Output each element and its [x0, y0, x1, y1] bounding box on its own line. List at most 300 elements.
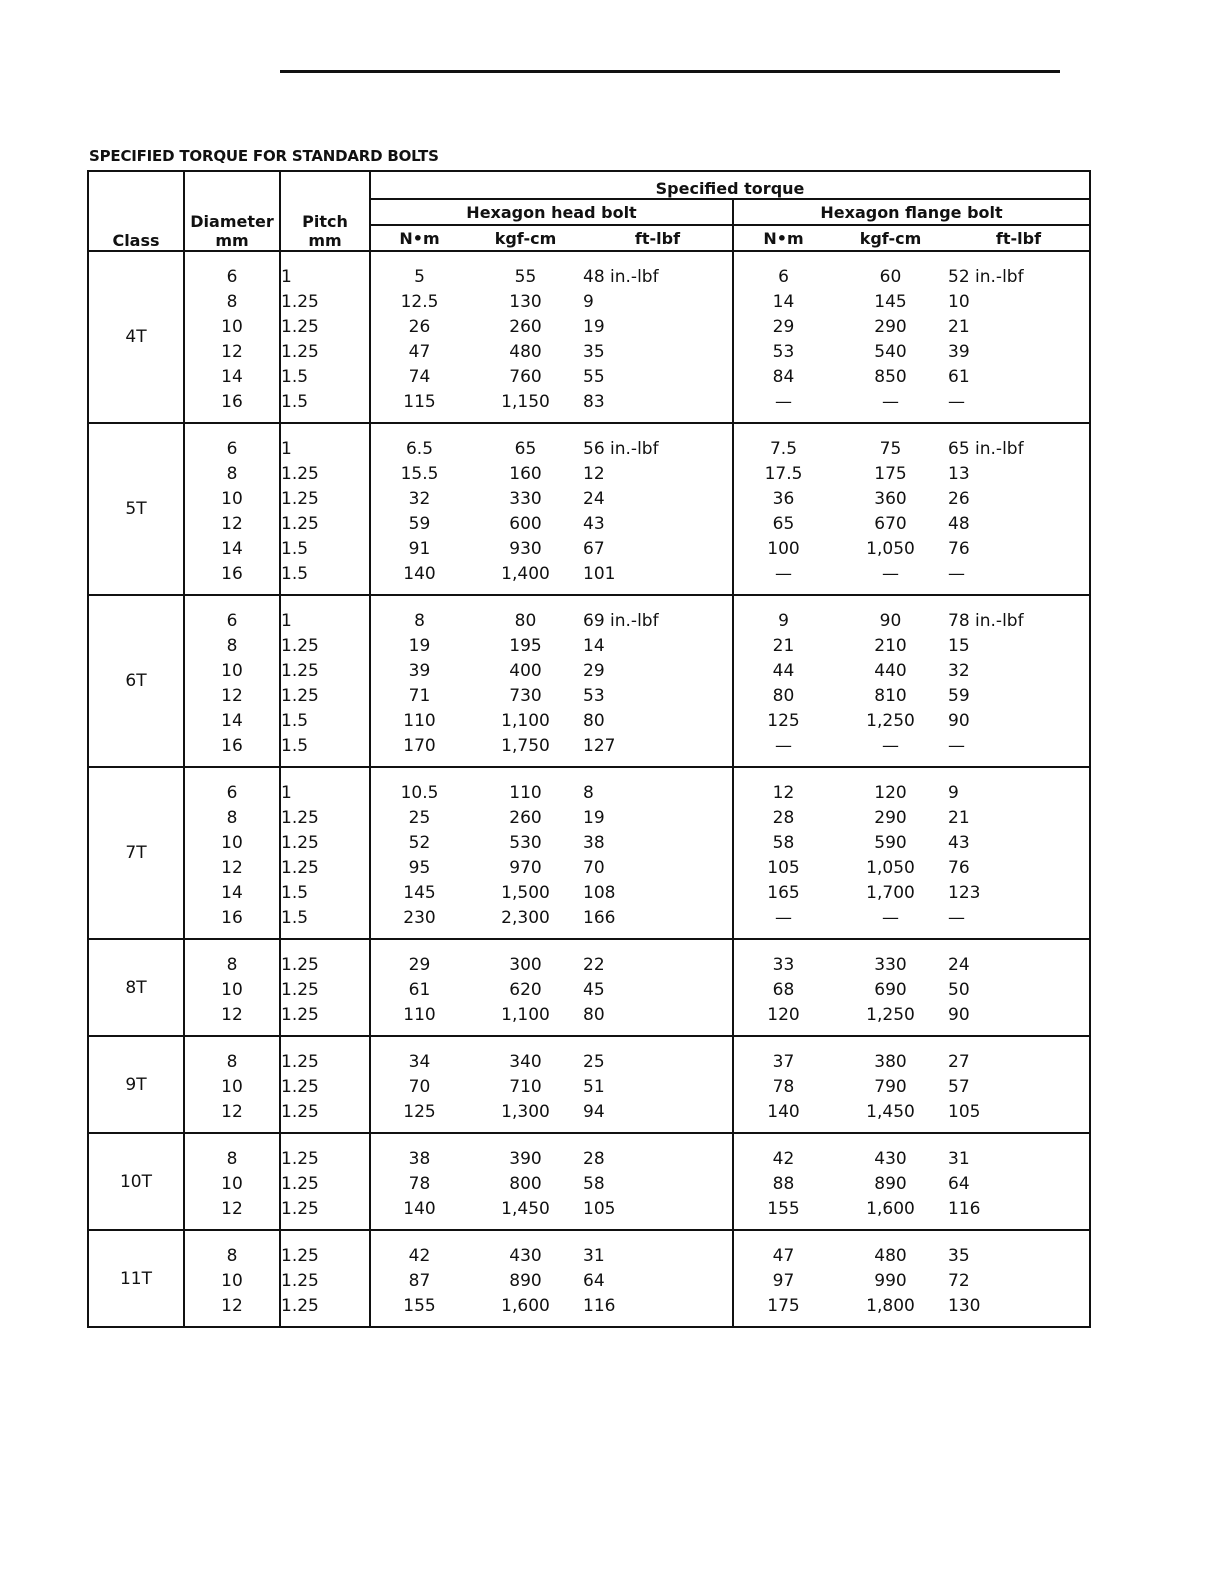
- table-row: [88, 461, 1090, 486]
- head-nm-cell: 19: [408, 635, 431, 656]
- head-kgfcm-cell: 710: [509, 1076, 542, 1097]
- flange-ftlbf-cell: 48: [948, 513, 970, 534]
- flange-kgfcm-cell: 790: [874, 1076, 907, 1097]
- head-ftlbf-cell: 31: [583, 1230, 733, 1268]
- head-ftlbf-cell: 108: [583, 880, 733, 905]
- flange-kgfcm-cell: 850: [874, 366, 907, 387]
- head-nm-cell: 15.5: [400, 463, 439, 484]
- flange-nm-cell: 6: [778, 266, 789, 287]
- flange-kgfcm-cell: 90: [879, 610, 902, 631]
- head-nm-cell: 115: [370, 389, 468, 423]
- head-ftlbf-cell: 53: [583, 683, 733, 708]
- flange-kgfcm-cell: 1,250: [833, 1002, 948, 1036]
- specified-torque-header: Specified torque: [370, 171, 1090, 199]
- flange-kgfcm-cell: 440: [874, 660, 907, 681]
- pitch-cell: 1.25: [280, 1268, 370, 1293]
- pitch-cell: 1.25: [280, 314, 370, 339]
- head-nm-cell: 29: [408, 954, 431, 975]
- diameter-cell: 10: [184, 486, 280, 511]
- table-row: [88, 1002, 1090, 1036]
- unit-header-ftlbf: ft-lbf: [948, 225, 1090, 251]
- head-nm-cell: 8: [414, 610, 425, 631]
- flange-kgfcm-cell: 1,450: [833, 1099, 948, 1133]
- head-nm-cell: 38: [408, 1148, 431, 1169]
- class-cell: 8T: [88, 939, 184, 1036]
- hex-head-header: Hexagon head bolt: [370, 199, 733, 225]
- head-ftlbf-cell: 12: [583, 461, 733, 486]
- flange-kgfcm-cell: 360: [874, 488, 907, 509]
- head-kgfcm-cell: 800: [509, 1173, 542, 1194]
- flange-nm-cell: 17.5: [764, 463, 803, 484]
- flange-ftlbf-cell: 78 in.-lbf: [948, 610, 1024, 631]
- pitch-cell: 1.5: [280, 733, 370, 767]
- flange-nm-cell: 12: [772, 782, 795, 803]
- head-ftlbf-cell: 9: [583, 289, 733, 314]
- flange-nm-cell: —: [733, 905, 833, 939]
- class-cell: 4T: [88, 251, 184, 423]
- flange-kgfcm-cell: —: [833, 733, 948, 767]
- diameter-cell: 8: [184, 633, 280, 658]
- head-nm-cell: 61: [408, 979, 431, 1000]
- table-row: [88, 486, 1090, 511]
- table-row: [88, 339, 1090, 364]
- diameter-cell: 10: [184, 1268, 280, 1293]
- hex-flange-header: Hexagon flange bolt: [733, 199, 1090, 225]
- head-ftlbf-cell: 19: [583, 805, 733, 830]
- flange-kgfcm-cell: 480: [874, 1245, 907, 1266]
- head-kgfcm-cell: 600: [509, 513, 542, 534]
- table-row: [88, 1268, 1090, 1293]
- pitch-cell: 1.5: [280, 364, 370, 389]
- diameter-cell: 10: [184, 977, 280, 1002]
- diameter-cell: 10: [184, 830, 280, 855]
- head-kgfcm-cell: 1,500: [501, 882, 550, 903]
- flange-ftlbf-cell: 10: [948, 291, 970, 312]
- flange-kgfcm-cell: —: [833, 905, 948, 939]
- flange-kgfcm-cell: 590: [874, 832, 907, 853]
- head-ftlbf-cell: 35: [583, 339, 733, 364]
- head-nm-cell: 70: [408, 1076, 431, 1097]
- class-cell: 7T: [88, 767, 184, 939]
- head-nm-cell: 91: [408, 538, 431, 559]
- diameter-cell: 12: [184, 1099, 280, 1133]
- flange-kgfcm-cell: 1,700: [866, 882, 915, 903]
- head-kgfcm-cell: 260: [509, 316, 542, 337]
- pitch-cell: 1.25: [280, 977, 370, 1002]
- flange-nm-cell: 33: [772, 954, 795, 975]
- pitch-cell: 1.25: [280, 633, 370, 658]
- class-cell: 5T: [88, 423, 184, 595]
- pitch-cell: 1.25: [280, 339, 370, 364]
- pitch-cell: 1.25: [280, 830, 370, 855]
- head-nm-cell: 47: [408, 341, 431, 362]
- flange-nm-cell: 7.5: [769, 438, 798, 459]
- head-ftlbf-cell: 69 in.-lbf: [583, 595, 733, 633]
- diameter-cell: 8: [184, 1133, 280, 1171]
- table-row: [88, 905, 1090, 939]
- head-nm-cell: 110: [370, 1002, 468, 1036]
- head-kgfcm-cell: 65: [514, 438, 537, 459]
- head-kgfcm-cell: 260: [509, 807, 542, 828]
- diameter-cell: 14: [184, 536, 280, 561]
- head-kgfcm-cell: 1,100: [501, 710, 550, 731]
- flange-nm-cell: 14: [772, 291, 795, 312]
- flange-ftlbf-cell: 52 in.-lbf: [948, 266, 1024, 287]
- pitch-cell: 1: [280, 251, 370, 289]
- head-ftlbf-cell: 70: [583, 855, 733, 880]
- flange-nm-cell: 125: [767, 710, 800, 731]
- table-row: [88, 767, 1090, 805]
- head-ftlbf-cell: 101: [583, 561, 733, 595]
- flange-kgfcm-cell: 1,800: [833, 1293, 948, 1327]
- flange-ftlbf-cell: —: [948, 389, 1090, 423]
- flange-nm-cell: 58: [772, 832, 795, 853]
- head-kgfcm-cell: 340: [509, 1051, 542, 1072]
- flange-ftlbf-cell: 105: [948, 1099, 1090, 1133]
- diameter-cell: 16: [184, 905, 280, 939]
- flange-ftlbf-cell: 15: [948, 635, 970, 656]
- head-nm-cell: 26: [408, 316, 431, 337]
- head-ftlbf-cell: 28: [583, 1133, 733, 1171]
- table-row: [88, 423, 1090, 461]
- table-header: [88, 171, 1090, 251]
- table-row: [88, 939, 1090, 977]
- diameter-cell: 8: [184, 939, 280, 977]
- pitch-cell: 1.25: [280, 658, 370, 683]
- flange-nm-cell: 84: [772, 366, 795, 387]
- head-kgfcm-cell: 1,450: [468, 1196, 583, 1230]
- diameter-cell: 12: [184, 855, 280, 880]
- flange-nm-cell: 21: [772, 635, 795, 656]
- head-nm-cell: 59: [408, 513, 431, 534]
- head-nm-cell: 78: [408, 1173, 431, 1194]
- pitch-cell: 1: [280, 767, 370, 805]
- head-kgfcm-cell: 110: [509, 782, 542, 803]
- table-row: [88, 1171, 1090, 1196]
- head-kgfcm-cell: 390: [509, 1148, 542, 1169]
- flange-ftlbf-cell: 32: [948, 660, 970, 681]
- head-ftlbf-cell: 22: [583, 939, 733, 977]
- unit-header-kgfcm: kgf-cm: [468, 225, 583, 251]
- table-row: [88, 1293, 1090, 1327]
- head-ftlbf-cell: 83: [583, 389, 733, 423]
- table-row: [88, 855, 1090, 880]
- diameter-cell: 16: [184, 561, 280, 595]
- flange-ftlbf-cell: 116: [948, 1196, 1090, 1230]
- pitch-cell: 1.25: [280, 1230, 370, 1268]
- head-ftlbf-cell: 105: [583, 1196, 733, 1230]
- flange-nm-cell: 53: [772, 341, 795, 362]
- head-nm-cell: 32: [408, 488, 431, 509]
- diameter-cell: 14: [184, 880, 280, 905]
- flange-kgfcm-cell: 1,600: [833, 1196, 948, 1230]
- unit-header-nm: N•m: [370, 225, 468, 251]
- diameter-cell: 12: [184, 1196, 280, 1230]
- diameter-cell: 8: [184, 805, 280, 830]
- table-row: [88, 511, 1090, 536]
- table-row: [88, 389, 1090, 423]
- flange-nm-cell: 47: [772, 1245, 795, 1266]
- head-ftlbf-cell: 43: [583, 511, 733, 536]
- flange-nm-cell: 65: [772, 513, 795, 534]
- head-nm-cell: 6.5: [405, 438, 434, 459]
- flange-nm-cell: 42: [772, 1148, 795, 1169]
- head-nm-cell: 71: [408, 685, 431, 706]
- head-ftlbf-cell: 94: [583, 1099, 733, 1133]
- flange-kgfcm-cell: —: [833, 561, 948, 595]
- table-row: [88, 683, 1090, 708]
- flange-ftlbf-cell: 90: [948, 1002, 1090, 1036]
- class-cell: 6T: [88, 595, 184, 767]
- pitch-cell: 1.25: [280, 805, 370, 830]
- table-row: [88, 1133, 1090, 1171]
- table-row: [88, 364, 1090, 389]
- flange-kgfcm-cell: 120: [874, 782, 907, 803]
- diameter-cell: 6: [184, 251, 280, 289]
- pitch-cell: 1.25: [280, 289, 370, 314]
- unit-header-nm: N•m: [733, 225, 833, 251]
- pitch-header: Pitch mm: [280, 171, 370, 251]
- head-kgfcm-cell: 930: [509, 538, 542, 559]
- flange-nm-cell: 37: [772, 1051, 795, 1072]
- head-nm-cell: 52: [408, 832, 431, 853]
- flange-kgfcm-cell: 1,250: [866, 710, 915, 731]
- flange-ftlbf-cell: 59: [948, 685, 970, 706]
- head-ftlbf-cell: 8: [583, 767, 733, 805]
- head-nm-cell: 42: [408, 1245, 431, 1266]
- flange-nm-cell: —: [733, 389, 833, 423]
- flange-kgfcm-cell: 175: [874, 463, 907, 484]
- head-ftlbf-cell: 14: [583, 633, 733, 658]
- head-nm-cell: 170: [370, 733, 468, 767]
- head-kgfcm-cell: 730: [509, 685, 542, 706]
- head-kgfcm-cell: 1,400: [468, 561, 583, 595]
- head-kgfcm-cell: 760: [509, 366, 542, 387]
- table-row: [88, 977, 1090, 1002]
- head-ftlbf-cell: 64: [583, 1268, 733, 1293]
- flange-kgfcm-cell: 145: [874, 291, 907, 312]
- pitch-cell: 1.25: [280, 1133, 370, 1171]
- flange-nm-cell: 44: [772, 660, 795, 681]
- table-row: [88, 314, 1090, 339]
- head-ftlbf-cell: 67: [583, 536, 733, 561]
- diameter-cell: 12: [184, 339, 280, 364]
- document-title: SPECIFIED TORQUE FOR STANDARD BOLTS: [89, 147, 439, 165]
- header-rule: [280, 70, 1060, 73]
- head-nm-cell: 34: [408, 1051, 431, 1072]
- head-kgfcm-cell: 1,750: [468, 733, 583, 767]
- head-nm-cell: 125: [370, 1099, 468, 1133]
- flange-ftlbf-cell: 65 in.-lbf: [948, 438, 1024, 459]
- pitch-cell: 1.25: [280, 1293, 370, 1327]
- pitch-cell: 1.25: [280, 1036, 370, 1074]
- flange-kgfcm-cell: 670: [874, 513, 907, 534]
- table-row: [88, 561, 1090, 595]
- flange-ftlbf-cell: 64: [948, 1173, 970, 1194]
- diameter-cell: 16: [184, 389, 280, 423]
- head-nm-cell: 39: [408, 660, 431, 681]
- head-ftlbf-cell: 55: [583, 364, 733, 389]
- flange-ftlbf-cell: 9: [948, 782, 959, 803]
- pitch-cell: 1.5: [280, 561, 370, 595]
- table-row: [88, 708, 1090, 733]
- flange-kgfcm-cell: 290: [874, 807, 907, 828]
- flange-nm-cell: 165: [767, 882, 800, 903]
- flange-kgfcm-cell: 540: [874, 341, 907, 362]
- diameter-cell: 12: [184, 1002, 280, 1036]
- pitch-cell: 1.25: [280, 683, 370, 708]
- flange-ftlbf-cell: 61: [948, 366, 970, 387]
- diameter-header: Diameter mm: [184, 171, 280, 251]
- flange-nm-cell: 78: [772, 1076, 795, 1097]
- head-ftlbf-cell: 116: [583, 1293, 733, 1327]
- head-ftlbf-cell: 51: [583, 1074, 733, 1099]
- flange-kgfcm-cell: 690: [874, 979, 907, 1000]
- head-nm-cell: 155: [370, 1293, 468, 1327]
- head-ftlbf-cell: 25: [583, 1036, 733, 1074]
- unit-header-kgfcm: kgf-cm: [833, 225, 948, 251]
- pitch-cell: 1.5: [280, 905, 370, 939]
- flange-nm-cell: 155: [733, 1196, 833, 1230]
- head-nm-cell: 110: [403, 710, 436, 731]
- flange-kgfcm-cell: 890: [874, 1173, 907, 1194]
- flange-ftlbf-cell: —: [948, 905, 1090, 939]
- unit-header-ftlbf: ft-lbf: [583, 225, 733, 251]
- flange-ftlbf-cell: 76: [948, 857, 970, 878]
- head-kgfcm-cell: 1,100: [468, 1002, 583, 1036]
- flange-nm-cell: 105: [767, 857, 800, 878]
- diameter-cell: 12: [184, 511, 280, 536]
- flange-ftlbf-cell: 27: [948, 1051, 970, 1072]
- flange-nm-cell: 80: [772, 685, 795, 706]
- flange-ftlbf-cell: 57: [948, 1076, 970, 1097]
- head-kgfcm-cell: 620: [509, 979, 542, 1000]
- pitch-cell: 1.5: [280, 536, 370, 561]
- flange-ftlbf-cell: 123: [948, 882, 981, 903]
- flange-ftlbf-cell: 39: [948, 341, 970, 362]
- diameter-cell: 10: [184, 1074, 280, 1099]
- head-ftlbf-cell: 24: [583, 486, 733, 511]
- table-row: [88, 1196, 1090, 1230]
- flange-nm-cell: 97: [772, 1270, 795, 1291]
- pitch-cell: 1: [280, 423, 370, 461]
- table-row: [88, 1036, 1090, 1074]
- head-nm-cell: 74: [408, 366, 431, 387]
- head-kgfcm-cell: 55: [514, 266, 537, 287]
- flange-ftlbf-cell: 31: [948, 1148, 970, 1169]
- flange-ftlbf-cell: —: [948, 561, 1090, 595]
- head-kgfcm-cell: 1,600: [468, 1293, 583, 1327]
- table-body: [88, 251, 1090, 1327]
- pitch-cell: 1.25: [280, 511, 370, 536]
- pitch-cell: 1.25: [280, 855, 370, 880]
- diameter-cell: 8: [184, 461, 280, 486]
- head-ftlbf-cell: 19: [583, 314, 733, 339]
- table-row: [88, 289, 1090, 314]
- head-nm-cell: 12.5: [400, 291, 439, 312]
- class-cell: 10T: [88, 1133, 184, 1230]
- flange-kgfcm-cell: 75: [879, 438, 902, 459]
- head-ftlbf-cell: 38: [583, 830, 733, 855]
- flange-kgfcm-cell: 380: [874, 1051, 907, 1072]
- table-row: [88, 880, 1090, 905]
- head-kgfcm-cell: 480: [509, 341, 542, 362]
- flange-nm-cell: 29: [772, 316, 795, 337]
- flange-kgfcm-cell: 210: [874, 635, 907, 656]
- head-ftlbf-cell: 80: [583, 708, 733, 733]
- head-nm-cell: 140: [370, 561, 468, 595]
- table-row: [88, 1099, 1090, 1133]
- head-nm-cell: 5: [414, 266, 425, 287]
- flange-ftlbf-cell: 21: [948, 316, 970, 337]
- flange-kgfcm-cell: 810: [874, 685, 907, 706]
- flange-kgfcm-cell: 430: [874, 1148, 907, 1169]
- diameter-cell: 6: [184, 595, 280, 633]
- diameter-cell: 8: [184, 1036, 280, 1074]
- pitch-cell: 1.25: [280, 939, 370, 977]
- flange-ftlbf-cell: —: [948, 733, 1090, 767]
- pitch-cell: 1: [280, 595, 370, 633]
- head-kgfcm-cell: 1,300: [468, 1099, 583, 1133]
- flange-nm-cell: 100: [767, 538, 800, 559]
- flange-nm-cell: 68: [772, 979, 795, 1000]
- flange-kgfcm-cell: 1,050: [866, 538, 915, 559]
- head-kgfcm-cell: 1,150: [468, 389, 583, 423]
- head-kgfcm-cell: 530: [509, 832, 542, 853]
- pitch-cell: 1.5: [280, 708, 370, 733]
- diameter-cell: 10: [184, 658, 280, 683]
- head-kgfcm-cell: 400: [509, 660, 542, 681]
- head-nm-cell: 25: [408, 807, 431, 828]
- head-kgfcm-cell: 430: [509, 1245, 542, 1266]
- class-cell: 9T: [88, 1036, 184, 1133]
- head-ftlbf-cell: 45: [583, 977, 733, 1002]
- head-ftlbf-cell: 48 in.-lbf: [583, 251, 733, 289]
- flange-ftlbf-cell: 72: [948, 1270, 970, 1291]
- flange-nm-cell: —: [733, 733, 833, 767]
- head-nm-cell: 230: [370, 905, 468, 939]
- diameter-cell: 16: [184, 733, 280, 767]
- flange-kgfcm-cell: 60: [879, 266, 902, 287]
- head-nm-cell: 10.5: [400, 782, 439, 803]
- pitch-cell: 1.25: [280, 1074, 370, 1099]
- head-kgfcm-cell: 330: [509, 488, 542, 509]
- class-header: Class: [88, 171, 184, 251]
- table-row: [88, 633, 1090, 658]
- pitch-cell: 1.25: [280, 1196, 370, 1230]
- head-nm-cell: 145: [403, 882, 436, 903]
- head-kgfcm-cell: 970: [509, 857, 542, 878]
- diameter-cell: 14: [184, 364, 280, 389]
- head-ftlbf-cell: 29: [583, 658, 733, 683]
- flange-kgfcm-cell: 330: [874, 954, 907, 975]
- diameter-cell: 6: [184, 767, 280, 805]
- table-row: [88, 733, 1090, 767]
- flange-nm-cell: 175: [733, 1293, 833, 1327]
- diameter-cell: 10: [184, 1171, 280, 1196]
- table-row: [88, 1230, 1090, 1268]
- flange-ftlbf-cell: 90: [948, 710, 970, 731]
- table-row: [88, 830, 1090, 855]
- table-row: [88, 595, 1090, 633]
- table-row: [88, 251, 1090, 289]
- table-row: [88, 658, 1090, 683]
- flange-ftlbf-cell: 21: [948, 807, 970, 828]
- head-nm-cell: 140: [370, 1196, 468, 1230]
- diameter-cell: 8: [184, 289, 280, 314]
- flange-nm-cell: 120: [733, 1002, 833, 1036]
- torque-table: [87, 170, 1091, 1328]
